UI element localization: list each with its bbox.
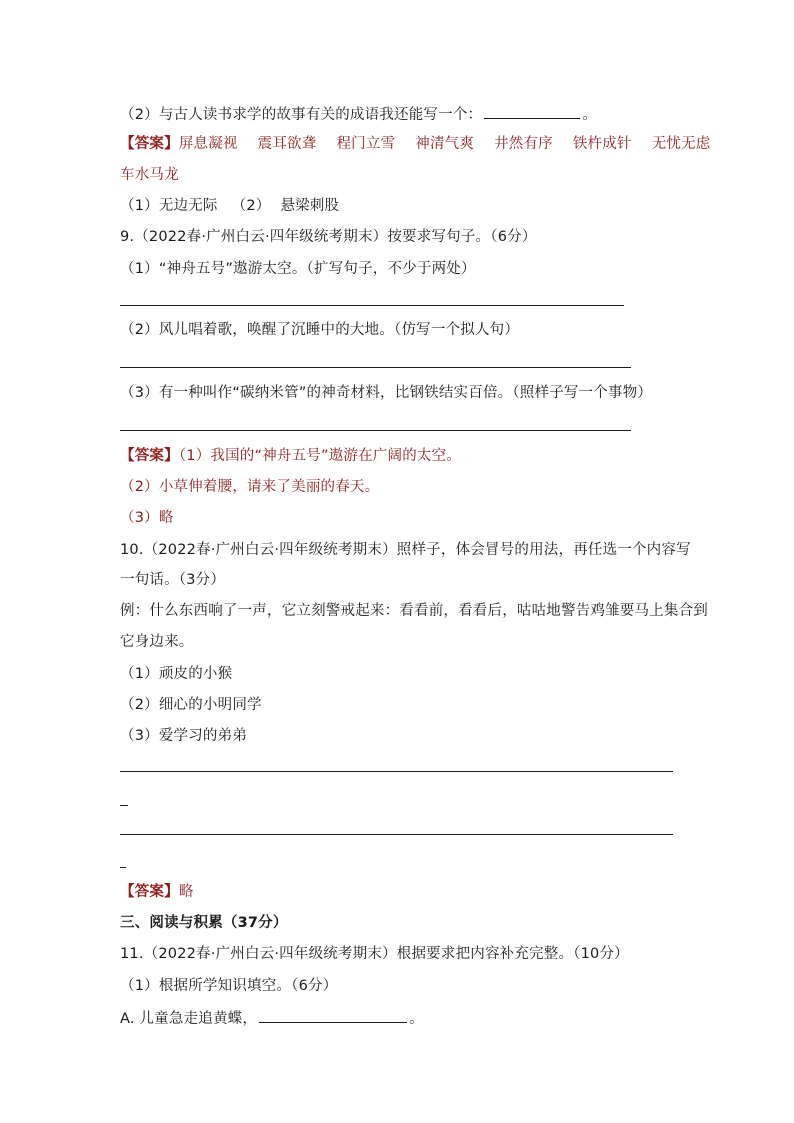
q10-example-line2: 它身边来。 (120, 634, 194, 650)
answer-word: 井然有序 (494, 136, 553, 152)
q10-option-1: （1）顽皮的小猴 (120, 666, 233, 682)
q11-item-a: A. 儿童急走追黄蝶， 。 (120, 1008, 424, 1029)
q10-answer: 【答案】略 (120, 884, 194, 900)
answer-word: 铁杵成针 (572, 136, 632, 152)
q9-sub2: （2）风儿唱着歌，唤醒了沉睡中的大地。（仿写一个拟人句） (120, 322, 520, 338)
line-end-mark (120, 805, 128, 806)
q9-sub1: （1）“神舟五号”遨游太空。（扩写句子，不少于两处） (120, 261, 476, 277)
q9-answer-3: （3）略 (120, 510, 174, 526)
answer-word: 震耳欲聋 (257, 136, 317, 152)
q11-sub1: （1）根据所学知识填空。（6分） (120, 978, 338, 994)
answer-line[interactable] (120, 771, 673, 772)
answer-line[interactable] (120, 305, 624, 306)
answer-word: 屏息凝视 (178, 136, 238, 152)
answer-blank[interactable] (484, 104, 580, 119)
answer-word: 无忧无虑 (651, 136, 711, 152)
answer-word: 程门立雪 (336, 136, 396, 152)
answer-line[interactable] (120, 430, 631, 431)
q8-answer-cont: 车水马龙 (120, 167, 179, 183)
q9-answer-1: 【答案】（1）我国的“神舟五号”遨游在广阔的太空。 (120, 448, 462, 464)
q8-sub2: （2）与古人读书求学的故事有关的成语我还能写一个： 。 (120, 104, 597, 125)
q11-title: 11.（2022春·广州白云·四年级统考期末）根据要求把内容补充完整。（10分） (120, 946, 629, 962)
answer-blank[interactable] (259, 1008, 407, 1023)
q10-title-line2: 一句话。（3分） (120, 572, 226, 588)
q8-answer-subs: （1）无边无际 （2） 悬梁刺股 (120, 198, 340, 214)
q10-title-line1: 10.（2022春·广州白云·四年级统考期末）照样子，体会冒号的用法，再任选一个内容写 (120, 542, 691, 558)
q9-title: 9.（2022春·广州白云·四年级统考期末）按要求写句子。（6分） (120, 229, 537, 245)
line-end-mark (120, 867, 126, 868)
q10-option-2: （2）细心的小明同学 (120, 697, 262, 713)
q10-example-line1: 例：什么东西响了一声，它立刻警戒起来：看看前，看看后，咕咕地警告鸡雏要马上集合到 (120, 603, 708, 619)
answer-line[interactable] (120, 367, 631, 368)
answer-word: 神清气爽 (415, 136, 475, 152)
q9-sub3: （3）有一种叫作“碳纳米管”的神奇材料，比钢铁结实百倍。（照样子写一个事物） (120, 385, 653, 401)
q9-answer-2: （2）小草伸着腰，请来了美丽的春天。 (120, 479, 380, 495)
section-heading: 三、阅读与积累（37分） (120, 915, 288, 931)
q8-answer: 【答案】屏息凝视 震耳欲聋 程门立雪 神清气爽 井然有序 铁杵成针 无忧无虑 (120, 136, 711, 152)
q10-option-3: （3）爱学习的弟弟 (120, 728, 248, 744)
answer-line[interactable] (120, 834, 673, 835)
